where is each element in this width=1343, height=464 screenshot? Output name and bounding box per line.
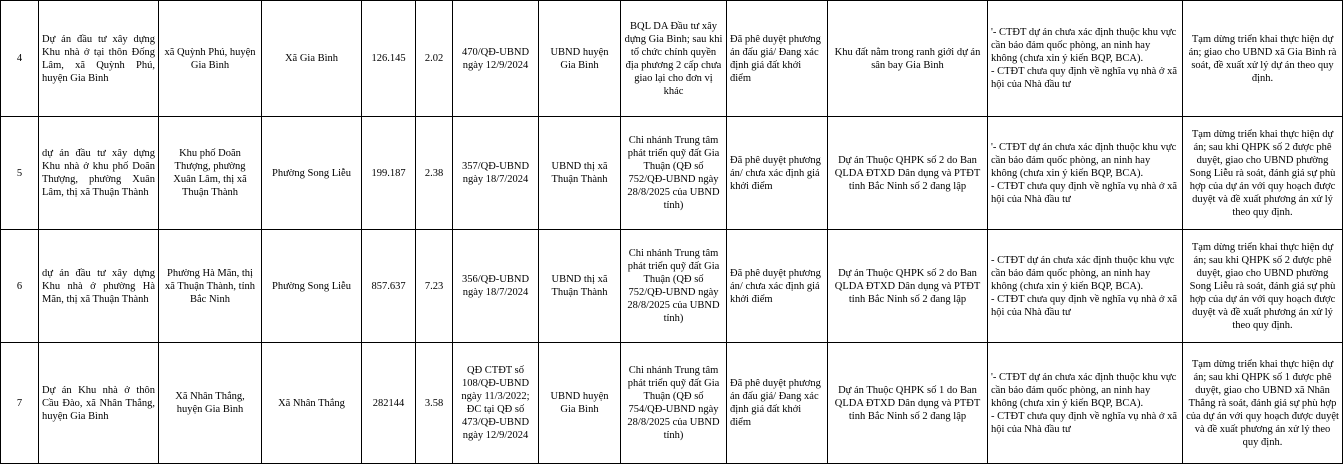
implementation-status: Đã phê duyệt phương án/ chưa xác định giá khởi điểm	[727, 117, 828, 230]
table-row	[1, 1, 1343, 117]
issues-cell	[988, 117, 1183, 230]
issue-defense: - CTĐT dự án chưa xác định thuộc khu vực cần bảo đảm quốc phòng, an ninh hay không (chưa xin ý kiến BQP, BCA).	[991, 254, 1175, 292]
table-row	[1, 343, 1343, 464]
issue-defense: '- CTĐT dự án chưa xác định thuộc khu vực cần bảo đảm quốc phòng, an ninh hay không (chưa xin ý kiến BQP, BCA).	[991, 371, 1177, 409]
planning-status: Khu đất nằm trong ranh giới dự án sân bay Gia Bình	[828, 1, 988, 117]
issues-cell	[988, 1, 1183, 117]
project-name: dự án đầu tư xây dựng Khu nhà ở phường Hà Mãn, thị xã Thuận Thành	[39, 230, 159, 343]
area-ha-value: 2.02	[416, 1, 453, 117]
decision-number: 470/QĐ-UBND ngày 12/9/2024	[453, 1, 539, 117]
implementing-unit: Chi nhánh Trung tâm phát triển quỹ đất Gia Thuận (QĐ số 752/QĐ-UBND ngày 28/8/2025 của UBND tỉnh)	[621, 117, 727, 230]
project-location: Xã Nhân Thắng, huyện Gia Bình	[159, 343, 262, 464]
planning-status: Dự án Thuộc QHPK số 2 do Ban QLDA ĐTXD Dân dụng và PTĐT tỉnh Bắc Ninh số 2 đang lập	[828, 230, 988, 343]
approving-authority: UBND huyện Gia Bình	[539, 1, 621, 117]
project-name: Dự án đầu tư xây dựng Khu nhà ở tại thôn Đống Lâm, xã Quỳnh Phú, huyện Gia Bình	[39, 1, 159, 117]
area-ha-value: 7.23	[416, 230, 453, 343]
proposal-text: Tạm dừng triển khai thực hiện dự án; sau khi QHPK số 2 được phê duyệt, giao cho UBND phường Song Liễu rà soát, đánh giá sự phù hợp của dự án với quy hoạch được duyệt và đề xuất phương án xử lý theo quy định.	[1183, 117, 1343, 230]
issues-cell	[988, 343, 1183, 464]
approving-authority: UBND thị xã Thuận Thành	[539, 230, 621, 343]
proposal-text: Tạm dừng triển khai thực hiện dự án; sau khi QHPK số 1 được phê duyệt, giao cho UBND xã Nhân Thắng rà soát, đánh giá sự phù hợp của dự án với quy hoạch được duyệt và đề xuất phương án xử lý theo quy định.	[1183, 343, 1343, 464]
commune-name: Phường Song Liễu	[262, 117, 362, 230]
issue-defense: '- CTĐT dự án chưa xác định thuộc khu vực cần bảo đảm quốc phòng, an ninh hay không (chưa xin ý kiến BQP, BCA).	[991, 141, 1177, 179]
approving-authority: UBND thị xã Thuận Thành	[539, 117, 621, 230]
commune-name: Xã Nhân Thắng	[262, 343, 362, 464]
commune-name: Phường Song Liễu	[262, 230, 362, 343]
table-row	[1, 117, 1343, 230]
implementing-unit: Chi nhánh Trung tâm phát triển quỹ đất Gia Thuận (QĐ số 752/QĐ-UBND ngày 28/8/2025 của UBND tỉnh)	[621, 230, 727, 343]
project-location: Khu phố Doãn Thượng, phường Xuân Lâm, thị xã Thuận Thành	[159, 117, 262, 230]
decision-number: QĐ CTĐT số 108/QĐ-UBND ngày 11/3/2022; ĐC tại QĐ số 473/QĐ-UBND ngày 12/9/2024	[453, 343, 539, 464]
implementing-unit: BQL DA Đầu tư xây dựng Gia Bình; sau khi tổ chức chính quyền địa phương 2 cấp chưa giao lại cho đơn vị khác	[621, 1, 727, 117]
row-number: 7	[1, 343, 39, 464]
issue-social-housing: - CTĐT chưa quy định về nghĩa vụ nhà ở xã hội của Nhà đầu tư	[991, 180, 1178, 205]
implementation-status: Đã phê duyệt phương án đấu giá/ Đang xác định giá đất khởi điểm	[727, 343, 828, 464]
area-value: 857.637	[362, 230, 416, 343]
project-name: dự án đầu tư xây dựng Khu nhà ở khu phố Doãn Thượng, phường Xuân Lâm, thị xã Thuận Thành	[39, 117, 159, 230]
issue-social-housing: - CTĐT chưa quy định về nghĩa vụ nhà ở xã hội của Nhà đầu tư	[991, 410, 1178, 435]
issue-social-housing: - CTĐT chưa quy định về nghĩa vụ nhà ở xã hội của Nhà đầu tư	[991, 66, 1178, 90]
row-number: 6	[1, 230, 39, 343]
implementation-status: Đã phê duyệt phương án đấu giá/ Đang xác định giá đất khởi điểm	[727, 1, 828, 117]
issue-social-housing: - CTĐT chưa quy định về nghĩa vụ nhà ở xã hội của Nhà đầu tư	[991, 293, 1178, 318]
proposal-text: Tạm dừng triển khai thực hiện dự án; sau khi QHPK số 2 được phê duyệt, giao cho UBND phường Song Liễu rà soát, đánh giá sự phù hợp của dự án với quy hoạch được duyệt và đề xuất phương án xử lý theo quy định.	[1183, 230, 1343, 343]
commune-name: Xã Gia Bình	[262, 1, 362, 117]
implementing-unit: Chi nhánh Trung tâm phát triển quỹ đất Gia Thuận (QĐ số 754/QĐ-UBND ngày 28/8/2025 của UBND tỉnh)	[621, 343, 727, 464]
project-location: Phường Hà Mãn, thị xã Thuận Thành, tỉnh Bắc Ninh	[159, 230, 262, 343]
planning-status: Dự án Thuộc QHPK số 1 do Ban QLDA ĐTXD Dân dụng và PTĐT tỉnh Bắc Ninh số 2 đang lập	[828, 343, 988, 464]
area-ha-value: 2.38	[416, 117, 453, 230]
issue-defense: '- CTĐT dự án chưa xác định thuộc khu vực cần bảo đảm quốc phòng, an ninh hay không (chưa xin ý kiến BQP, BCA).	[991, 27, 1177, 64]
area-value: 126.145	[362, 1, 416, 117]
project-location: xã Quỳnh Phú, huyện Gia Bình	[159, 1, 262, 117]
approving-authority: UBND huyện Gia Bình	[539, 343, 621, 464]
row-number: 4	[1, 1, 39, 117]
table-row	[1, 230, 1343, 343]
area-value: 282144	[362, 343, 416, 464]
planning-status: Dự án Thuộc QHPK số 2 do Ban QLDA ĐTXD Dân dụng và PTĐT tỉnh Bắc Ninh số 2 đang lập	[828, 117, 988, 230]
implementation-status: Đã phê duyệt phương án/ chưa xác định giá khởi điểm	[727, 230, 828, 343]
row-number: 5	[1, 117, 39, 230]
project-name: Dự án Khu nhà ở thôn Cầu Đào, xã Nhân Thắng, huyện Gia Bình	[39, 343, 159, 464]
proposal-text: Tạm dừng triển khai thực hiện dự án; giao cho UBND xã Gia Bình rà soát, đề xuất xử lý dự án theo quy định.	[1183, 1, 1343, 117]
issues-cell	[988, 230, 1183, 343]
area-value: 199.187	[362, 117, 416, 230]
decision-number: 356/QĐ-UBND ngày 18/7/2024	[453, 230, 539, 343]
area-ha-value: 3.58	[416, 343, 453, 464]
decision-number: 357/QĐ-UBND ngày 18/7/2024	[453, 117, 539, 230]
